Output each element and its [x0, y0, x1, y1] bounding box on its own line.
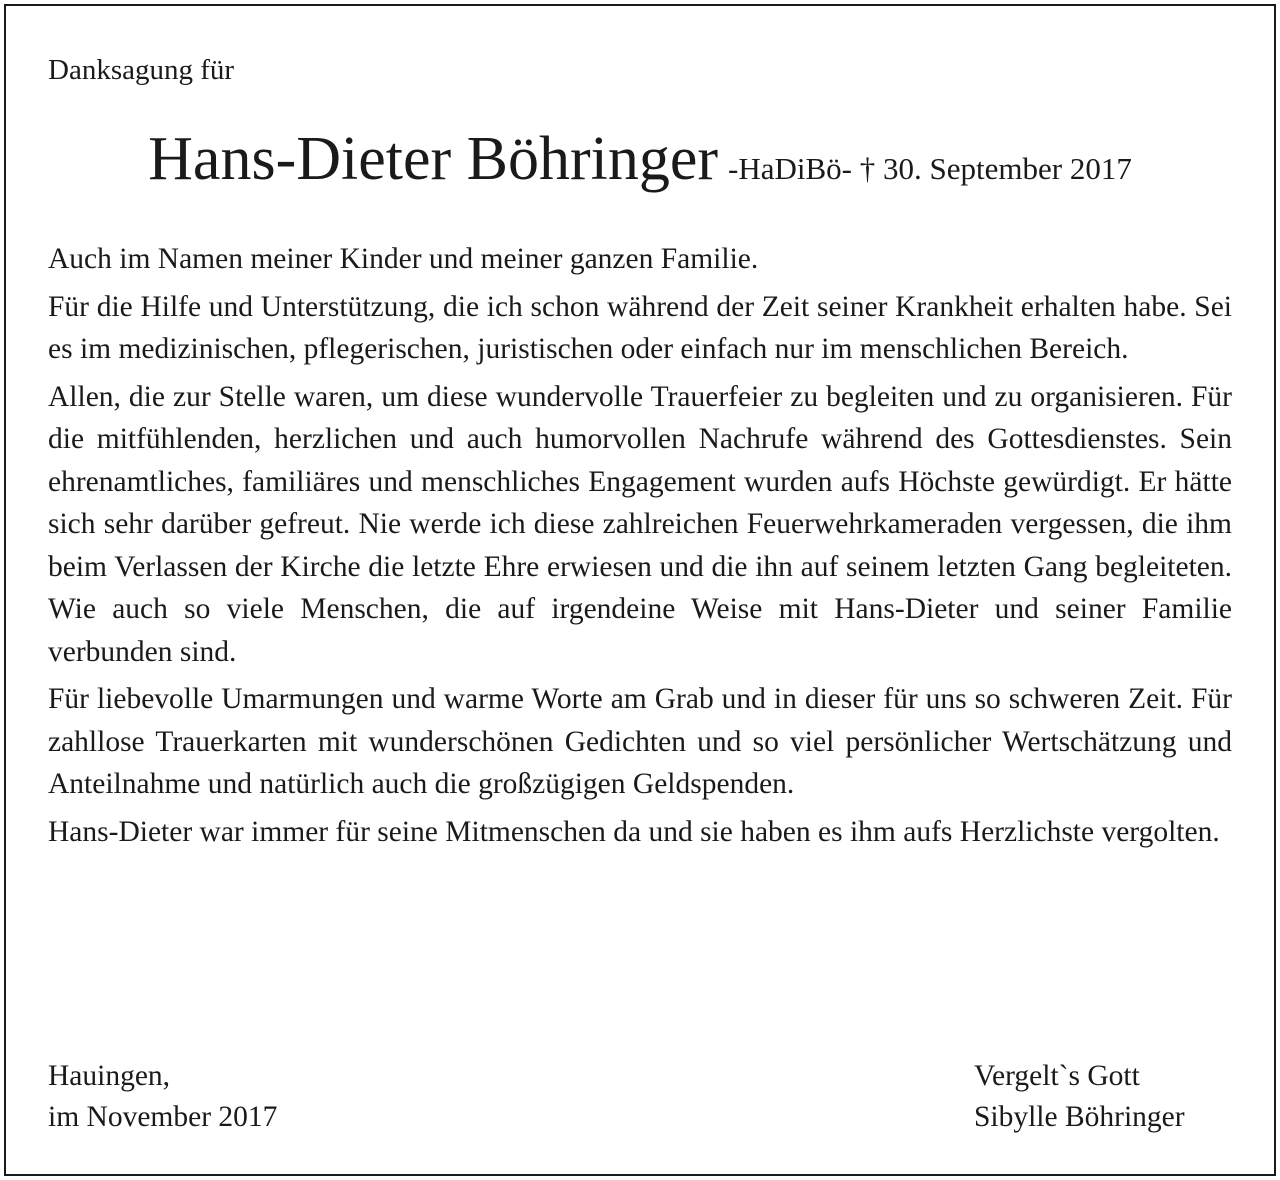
farewell: Vergelt`s Gott	[974, 1060, 1140, 1092]
signature: Sibylle Böhringer	[974, 1101, 1185, 1133]
obituary-notice	[4, 4, 1276, 1176]
death-date: -HaDiBö- † 30. September 2017	[728, 151, 1132, 186]
date: im November 2017	[48, 1101, 278, 1133]
deceased-name: Hans-Dieter Böhringer	[148, 125, 719, 193]
paragraph: Allen, die zur Stelle waren, um diese wundervolle Trauerfeier zu begleiten und zu organisieren. Für die mitfühlenden, herzlichen und auch humorvollen Nachrufe während des Gottesdienstes. Sein ehrenamtliches, familiäres und menschliches Engagement wurden aufs Höchste gewürdigt. Er hätte sich sehr darüber gefreut. Nie werde ich diese zahlreichen Feuerwehrkameraden vergessen, die ihm beim Verlassen der Kirche die letzte Ehre erwiesen und die ihn auf seinem letzten Gang begleiteten. Wie auch so viele Menschen, die auf irgendeine Weise mit Hans-Dieter und seiner Familie verbunden sind.	[48, 380, 1232, 668]
paragraph: Hans-Dieter war immer für seine Mitmenschen da und sie haben es ihm aufs Herzlichste vergolten.	[48, 815, 1220, 848]
heading	[6, 124, 1274, 195]
body-text	[48, 238, 1232, 858]
place-date	[48, 1056, 277, 1138]
place: Hauingen,	[48, 1060, 171, 1092]
intro-text: Danksagung für	[48, 54, 235, 86]
paragraph: Auch im Namen meiner Kinder und meiner ganzen Familie.	[48, 243, 759, 275]
signature-block	[974, 1056, 1185, 1138]
paragraph: Für liebevolle Umarmungen und warme Worte am Grab und in dieser für uns so schweren Zeit. Für zahllose Trauerkarten mit wunderschönen Gedichten und so viel persönlicher Wertschätzung und Anteilnahme und natürlich auch die großzügigen Geldspenden.	[48, 683, 1232, 800]
paragraph: Für die Hilfe und Unterstützung, die ich schon während der Zeit seiner Krankheit erhalten habe. Sei es im medizinischen, pflegerischen, juristischen oder einfach nur im menschlichen Bereich.	[48, 290, 1232, 365]
